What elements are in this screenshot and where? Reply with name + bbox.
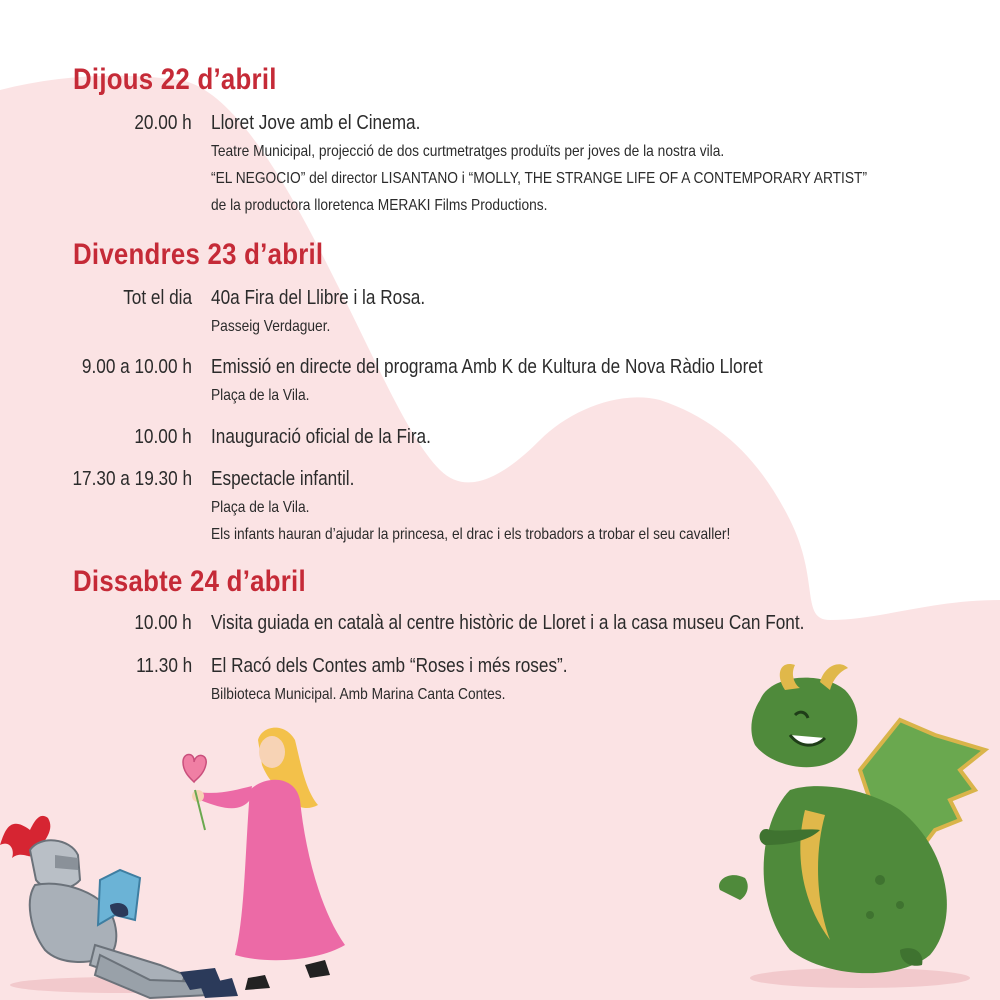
event-detail: de la productora lloretenca MERAKI Films Productions. [211,197,548,214]
knight-illustration [0,816,238,998]
day-title: Dissabte 24 d’abril [73,565,306,598]
event-detail: Plaça de la Vila. [211,387,310,404]
event-detail: Bilbioteca Municipal. Amb Marina Canta Contes. [211,686,506,703]
event-title: Inauguració oficial de la Fira. [211,426,431,448]
day-title: Dijous 22 d’abril [73,63,277,96]
dragon-illustration [719,664,985,988]
princess-illustration [183,728,345,990]
event-title: Emissió en directe del programa Amb K de Kultura de Nova Ràdio Lloret [211,356,763,378]
event-detail: Teatre Municipal, projecció de dos curtmetratges produïts per joves de la nostra vila. [211,143,725,160]
day-title: Divendres 23 d’abril [73,238,324,271]
event-detail: Els infants hauran d’ajudar la princesa, el drac i els trobadors a trobar el seu cavaller! [211,526,731,543]
event-title: 40a Fira del Llibre i la Rosa. [211,287,426,309]
event-title: El Racó dels Contes amb “Roses i més roses”. [211,655,568,677]
event-time: 10.00 h [134,426,192,448]
event-time: 11.30 h [135,655,192,677]
event-title: Visita guiada en català al centre històric de Lloret i a la casa museu Can Font. [211,612,805,634]
event-title: Espectacle infantil. [211,468,355,490]
event-detail: Plaça de la Vila. [211,499,310,516]
event-time: Tot el dia [123,287,192,309]
event-title: Lloret Jove amb el Cinema. [211,112,421,134]
event-detail: “EL NEGOCIO” del director LISANTANO i “MOLLY, THE STRANGE LIFE OF A CONTEMPORARY ARTIST” [211,170,868,187]
event-time: 20.00 h [134,112,192,134]
event-time: 17.30 a 19.30 h [72,468,192,490]
event-time: 9.00 a 10.00 h [82,356,192,378]
event-detail: Passeig Verdaguer. [211,318,331,335]
event-time: 10.00 h [134,612,192,634]
